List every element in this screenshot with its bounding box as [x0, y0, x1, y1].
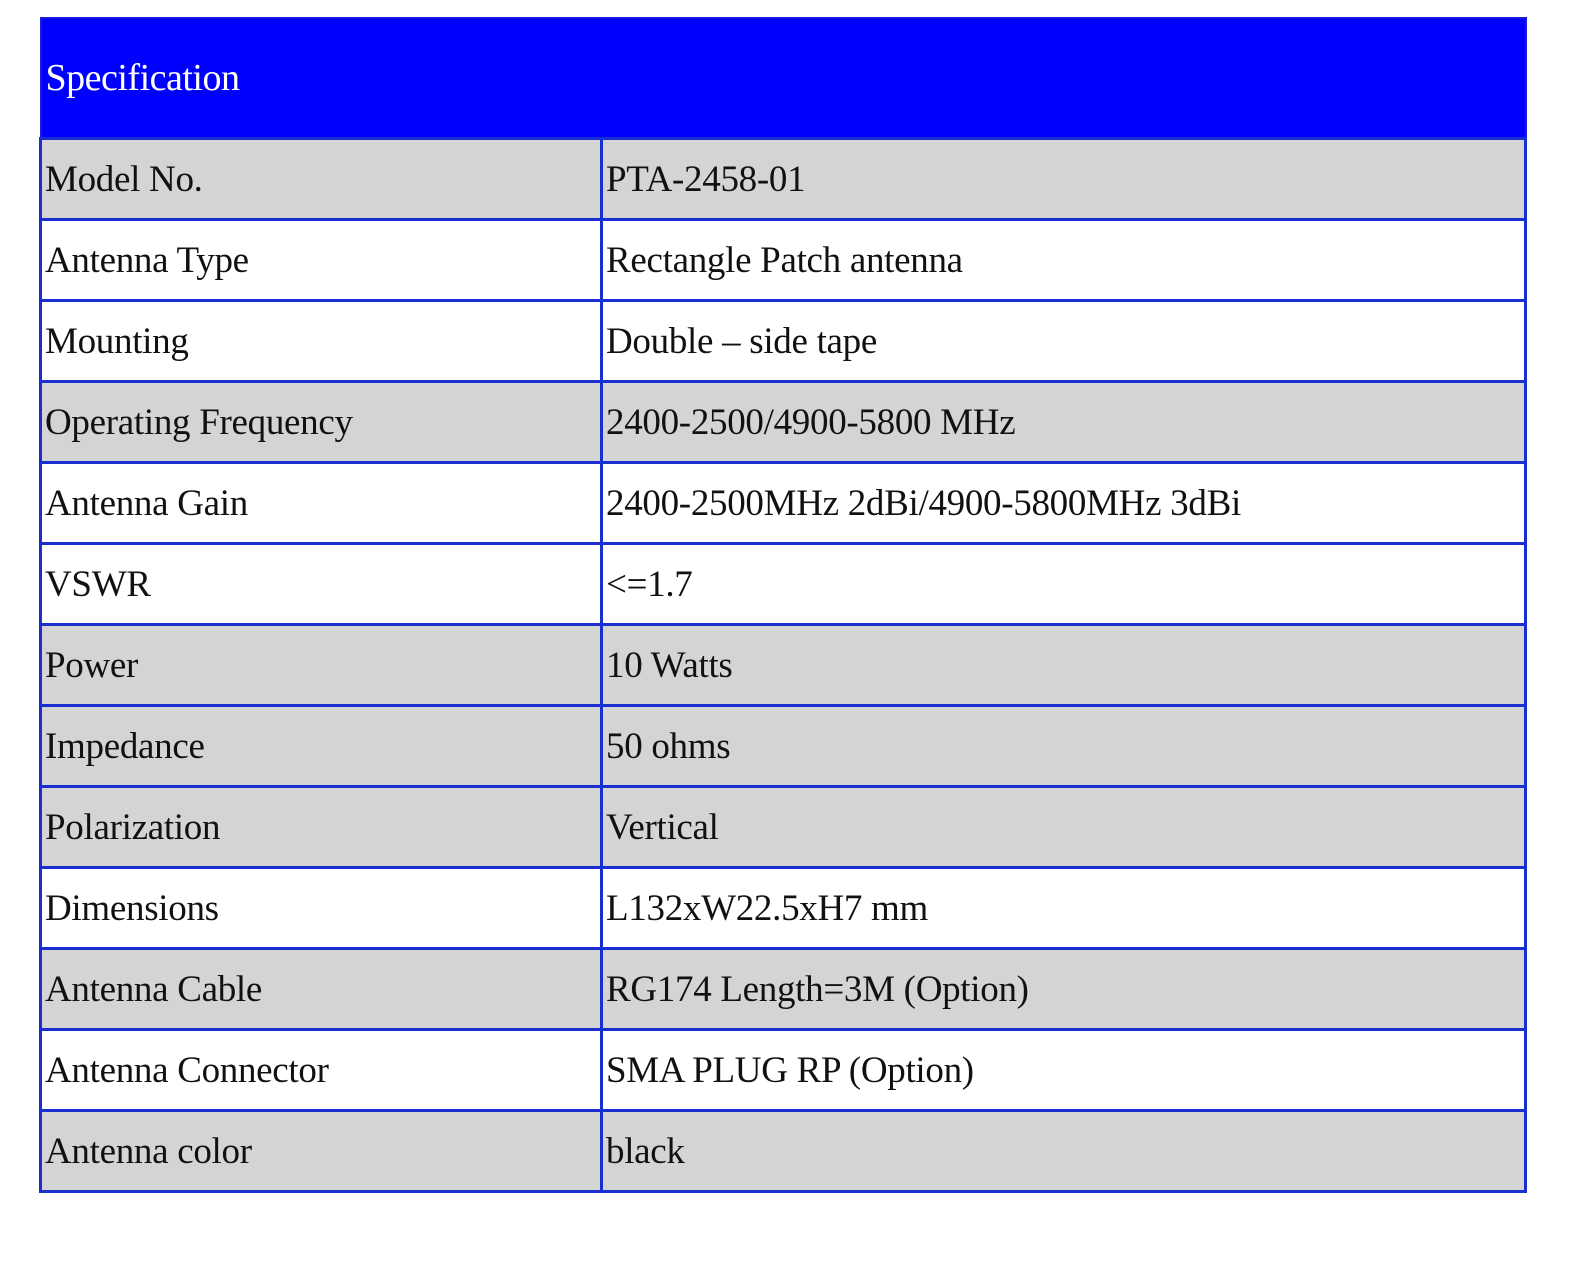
spec-label: Antenna Gain	[41, 463, 602, 544]
table-row	[41, 868, 1526, 949]
spec-label: Antenna Connector	[41, 1030, 602, 1111]
spec-value: Double – side tape	[602, 301, 1526, 382]
spec-label: Model No.	[41, 139, 602, 220]
spec-label: Power	[41, 625, 602, 706]
spec-value: Vertical	[602, 787, 1526, 868]
table-title: Specification	[41, 18, 1526, 139]
table-row	[41, 463, 1526, 544]
spec-value: Rectangle Patch antenna	[602, 220, 1526, 301]
spec-value: 2400-2500/4900-5800 MHz	[602, 382, 1526, 463]
spec-label: Polarization	[41, 787, 602, 868]
table-row	[41, 544, 1526, 625]
spec-value: black	[602, 1111, 1526, 1192]
table-row	[41, 1111, 1526, 1192]
spec-label: Impedance	[41, 706, 602, 787]
table-body	[41, 139, 1526, 1192]
table-row	[41, 625, 1526, 706]
specification-table	[39, 17, 1527, 1193]
spec-value: PTA-2458-01	[602, 139, 1526, 220]
table-row	[41, 220, 1526, 301]
spec-label: Antenna Type	[41, 220, 602, 301]
table-header-row	[41, 18, 1526, 139]
table-row	[41, 382, 1526, 463]
spec-value: 50 ohms	[602, 706, 1526, 787]
spec-value: L132xW22.5xH7 mm	[602, 868, 1526, 949]
spec-label: VSWR	[41, 544, 602, 625]
table-row	[41, 706, 1526, 787]
spec-value: RG174 Length=3M (Option)	[602, 949, 1526, 1030]
table-row	[41, 1030, 1526, 1111]
table-row	[41, 301, 1526, 382]
spec-label: Operating Frequency	[41, 382, 602, 463]
spec-value: 2400-2500MHz 2dBi/4900-5800MHz 3dBi	[602, 463, 1526, 544]
spec-value: <=1.7	[602, 544, 1526, 625]
table-row	[41, 787, 1526, 868]
spec-label: Antenna Cable	[41, 949, 602, 1030]
spec-value: 10 Watts	[602, 625, 1526, 706]
spec-value: SMA PLUG RP (Option)	[602, 1030, 1526, 1111]
spec-label: Antenna color	[41, 1111, 602, 1192]
table-row	[41, 139, 1526, 220]
spec-label: Mounting	[41, 301, 602, 382]
spec-label: Dimensions	[41, 868, 602, 949]
table-row	[41, 949, 1526, 1030]
